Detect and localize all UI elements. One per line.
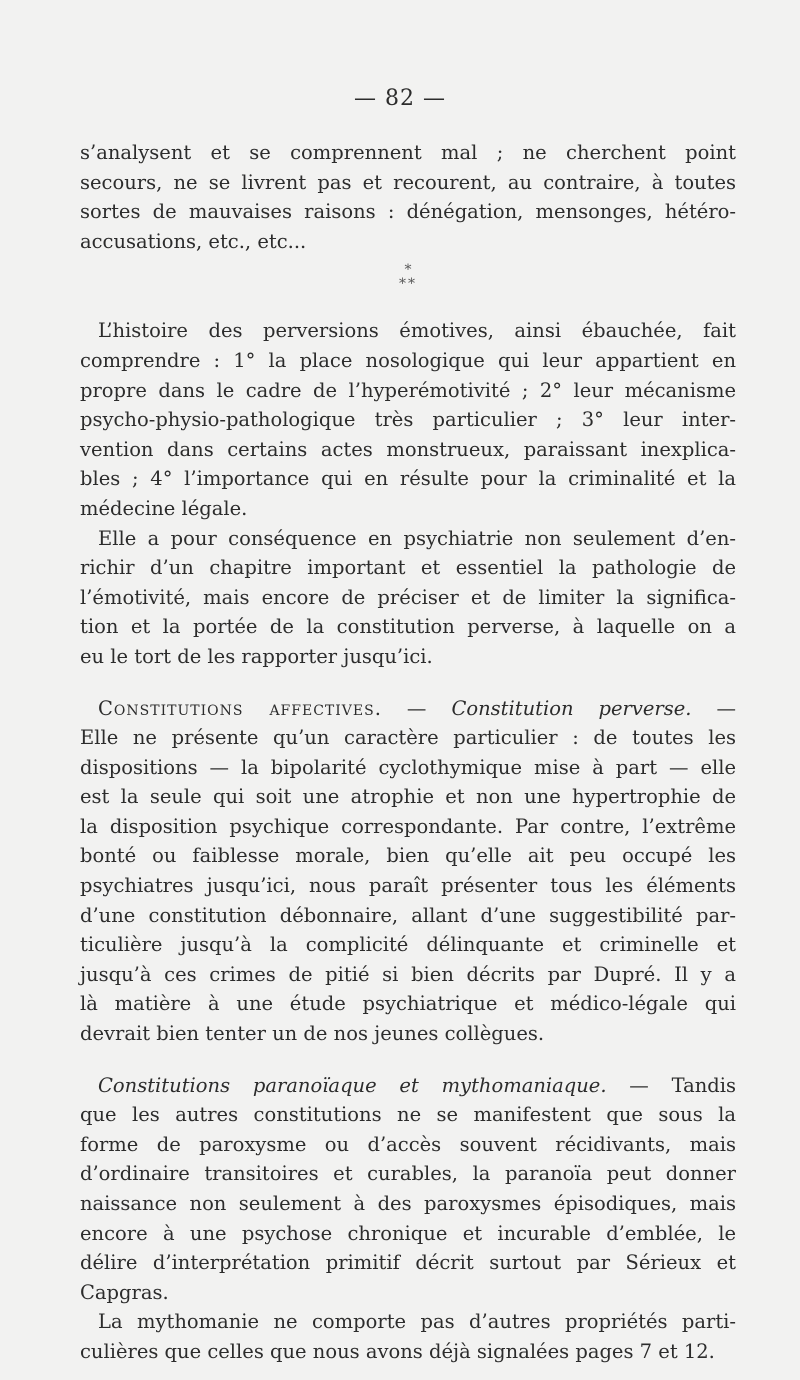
text-line: l’émotivité, mais encore de préciser et de limiter la significa-: [80, 585, 736, 609]
text-line: psychiatres jusqu’ici, nous paraît présenter tous les éléments: [80, 874, 736, 898]
text-line: secours, ne se livrent pas et recourent, au contraire, à toutes: [80, 170, 736, 194]
text-line: encore à une psychose chronique et incurable d’emblée, le: [80, 1221, 736, 1245]
heading-dash: —: [691, 696, 736, 720]
text-line: L’histoire des perversions émotives, ainsi ébauchée, fait: [98, 319, 736, 343]
paragraph: [80, 138, 736, 256]
page-number: — 82 —: [354, 86, 446, 111]
text-line: bonté ou faiblesse morale, bien qu’elle ait peu occupé les: [80, 844, 736, 868]
paragraph-gap: [80, 1049, 736, 1071]
section-heading-line: [80, 1071, 736, 1101]
text-line: la disposition psychique correspondante. Par contre, l’extrême: [80, 814, 736, 838]
text-line: est la seule qui soit une atrophie et non une hypertrophie de: [80, 785, 736, 809]
text-line: Elle ne présente qu’un caractère particulier : de toutes les: [80, 726, 736, 750]
text-line: bles ; 4° l’importance qui en résulte pour la criminalité et la: [80, 467, 736, 491]
paragraph: [80, 1307, 736, 1366]
text-line: d’ordinaire transitoires et curables, la paranoïa peut donner: [80, 1162, 736, 1186]
text-line: médecine légale.: [80, 496, 248, 520]
text-line: devrait bien tenter un de nos jeunes collègues.: [80, 1022, 545, 1046]
subsection-heading: Constitution perverse.: [451, 696, 692, 720]
heading-separator: —: [381, 696, 452, 720]
text-line: culières que celles que nous avons déjà signalées pages 7 et 12.: [80, 1339, 715, 1363]
text-line: s’analysent et se comprennent mal ; ne cherchent point: [80, 141, 736, 164]
text-line: là matière à une étude psychiatrique et médico-légale qui: [80, 992, 736, 1016]
text-line: forme de paroxysme ou d’accès souvent récidivants, mais: [80, 1132, 736, 1156]
text-line: sortes de mauvaises raisons : dénégation, mensonges, hétéro-: [80, 200, 736, 224]
text-line: psycho-physio-pathologique très particulier ; 3° leur inter-: [80, 408, 736, 432]
text-line: Elle a pour conséquence en psychiatrie non seulement d’en-: [98, 526, 736, 550]
text-line: richir d’un chapitre important et essentiel la pathologie de: [80, 556, 736, 580]
asterism-top: *: [404, 262, 412, 279]
paragraph: [80, 524, 736, 672]
paragraph-gap: [80, 672, 736, 694]
asterism-bottom: **: [399, 276, 417, 293]
text-line: Capgras.: [80, 1280, 169, 1304]
paragraph: [80, 1071, 736, 1308]
text-line: vention dans certains actes monstrueux, paraissant inexplica-: [80, 437, 736, 461]
section-heading: Constitutions affectives.: [98, 696, 382, 720]
text-line: délire d’interprétation primitif décrit surtout par Sérieux et: [80, 1251, 736, 1275]
text-line: comprendre : 1° la place nosologique qui leur appartient en: [80, 348, 736, 372]
text-line: naissance non seulement à des paroxysmes épisodiques, mais: [80, 1192, 736, 1215]
text-line: La mythomanie ne comporte pas d’autres propriétés parti-: [98, 1310, 736, 1334]
body-text: [80, 138, 736, 1367]
paragraph: [80, 316, 736, 523]
subsection-heading: Constitutions paranoïaque et mythomaniaque.: [98, 1073, 607, 1097]
paragraph: [80, 694, 736, 1049]
text-line: ticulière jusqu’à la complicité délinquante et criminelle et: [80, 933, 736, 957]
section-break-asterism: [80, 256, 736, 316]
text-line: eu le tort de les rapporter jusqu’ici.: [80, 644, 433, 668]
text-line: propre dans le cadre de l’hyperémotivité ; 2° leur mécanisme: [80, 378, 736, 402]
section-heading-line: [80, 694, 736, 724]
text-line: que les autres constitutions ne se manifestent que sous la: [80, 1103, 736, 1127]
text-line: accusations, etc., etc...: [80, 229, 307, 253]
text-line: jusqu’à ces crimes de pitié si bien décrits par Dupré. Il y a: [80, 962, 736, 986]
text-line: dispositions — la bipolarité cyclothymique mise à part — elle: [80, 755, 736, 779]
text-line: tion et la portée de la constitution perverse, à laquelle on a: [80, 615, 736, 639]
text-line: d’une constitution débonnaire, allant d’une suggestibilité par-: [80, 903, 736, 927]
heading-continuation: — Tandis: [606, 1073, 736, 1097]
